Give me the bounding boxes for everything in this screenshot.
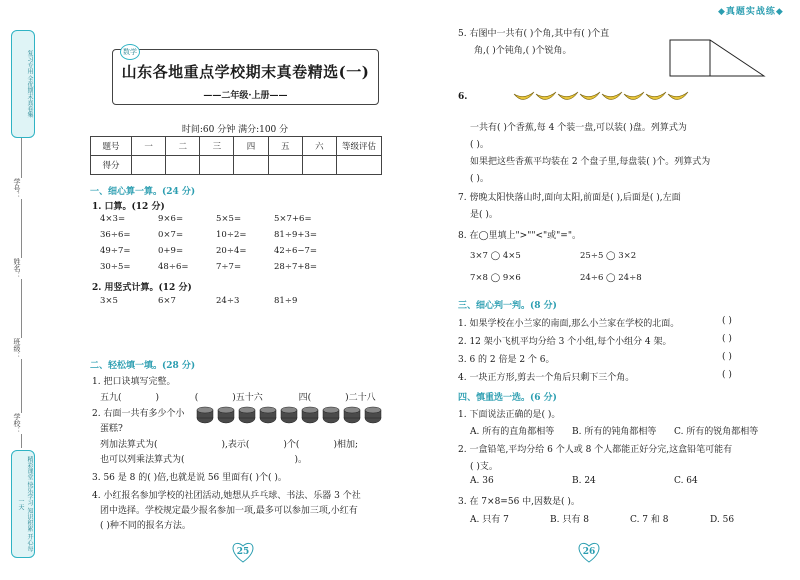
rhyme-text: 四(: [298, 393, 312, 403]
sidebar-top-tab: 复习专用 全优期末真卷集: [11, 30, 35, 138]
question-5-line2: 角,( )个钝角,( )个锐角。: [474, 46, 572, 56]
question-2-4-line2: 团中选择。学校规定最少报名参加一项,最多可以参加三项,小红有: [100, 506, 358, 516]
text: )相加;: [333, 440, 358, 450]
score-header-cell: 一: [132, 137, 166, 156]
text: 也可以列乘法算式为(: [100, 455, 185, 465]
choice-option[interactable]: B. 所有的钝角都相等: [572, 427, 657, 437]
oral-item: 7÷7=: [216, 262, 242, 272]
score-header-cell: 五: [268, 137, 302, 156]
student-id-field: 学号：: [13, 178, 21, 199]
score-cell[interactable]: [302, 156, 336, 175]
score-header-cell: 六: [302, 137, 336, 156]
score-cell[interactable]: [337, 156, 382, 175]
judge-answer-1[interactable]: ( ): [722, 316, 732, 326]
vertical-item: 6×7: [158, 296, 176, 306]
compare-grid: [470, 251, 642, 295]
choice-2: 2. 一盒铅笔,平均分给 6 个人或 8 个人都能正好分完,这盒铅笔可能有: [458, 445, 733, 455]
judge-answer-4[interactable]: ( ): [722, 370, 732, 380]
binding-sidebar: [8, 18, 36, 563]
page-number-left: 25: [236, 547, 250, 557]
oral-item: 9×6=: [158, 214, 184, 224]
oral-item: 20÷4=: [216, 246, 247, 256]
question-6-line4: ( )。: [470, 174, 489, 184]
time-score-info: 时间:60 分钟 满分:100 分: [181, 125, 289, 135]
practice-tag: ◆真题实战练◆: [718, 7, 784, 17]
oral-item: 0+9=: [158, 246, 184, 256]
question-6-line2: ( )。: [470, 140, 489, 150]
rhyme-text: )五十六: [232, 393, 263, 403]
question-2-4: 4. 小红报名参加学校的社团活动,她想从乒乓球、书法、乐器 3 个社: [92, 491, 361, 501]
exam-title: 山东各地重点学校期末真卷精选(一): [121, 63, 370, 81]
judge-item-2: 2. 12 架小飞机平均分给 3 个小组,每个小组分 4 架。: [458, 337, 672, 347]
judge-item-3: 3. 6 的 2 倍是 2 个 6。: [458, 355, 555, 365]
name-field: 姓名：: [13, 258, 21, 279]
question-7-line2: 是( )。: [470, 210, 498, 220]
question-2-2-multiplication: [100, 452, 307, 465]
compare-item: 3×7 ◯ 4×5: [470, 251, 521, 261]
section-2-heading: 二、轻松填一填。(28 分): [90, 361, 196, 371]
question-5: 5. 右图中一共有( )个角,其中有( )个直: [458, 29, 610, 39]
oral-item: 42÷6−7=: [274, 246, 317, 256]
question-8: 8. 在◯里填上">""<"或"="。: [458, 231, 581, 241]
compare-item: 7×8 ◯ 9×6: [470, 273, 521, 283]
question-2-1: 1. 把口诀填写完整。: [92, 377, 176, 387]
oral-item: 48÷6=: [158, 262, 189, 272]
choice-option[interactable]: B. 只有 8: [550, 515, 589, 525]
score-row-label: 得分: [91, 156, 132, 175]
section-3-heading: 三、细心判一判。(8 分): [458, 301, 557, 311]
question-1-1: 1. 口算。(12 分): [92, 202, 165, 212]
choice-option[interactable]: A. 所有的直角都相等: [470, 427, 555, 437]
rhyme-text: (: [194, 393, 199, 403]
trapezoid-figure: [668, 36, 768, 80]
choice-2-options: [470, 476, 698, 486]
choice-option[interactable]: C. 7 和 8: [630, 515, 669, 525]
page-number-right: 26: [582, 547, 596, 557]
question-2-3: 3. 56 是 8 的( )倍,也就是说 56 里面有( )个( )。: [92, 473, 287, 483]
choice-option[interactable]: C. 64: [674, 476, 698, 486]
text: )个(: [283, 440, 300, 450]
rhyme-text: 五九(: [100, 393, 122, 403]
question-1-2: 2. 用竖式计算。(12 分): [92, 283, 192, 293]
question-7: 7. 傍晚太阳快落山时,面向太阳,前面是( ),后面是( ),左面: [458, 193, 681, 203]
oral-item: 5×7+6=: [274, 214, 312, 224]
score-header-cell: 三: [200, 137, 234, 156]
score-header-cell: 等级评估: [337, 137, 382, 156]
section-1-heading: 一、细心算一算。(24 分): [90, 187, 196, 197]
choice-option[interactable]: A. 只有 7: [470, 515, 509, 525]
judge-item-4: 4. 一块正方形,剪去一个角后只剩下三个角。: [458, 373, 635, 383]
question-2-4-line3: ( )种不同的报名方法。: [100, 521, 191, 531]
oral-item: 0×7=: [158, 230, 184, 240]
oral-calc-grid: [100, 214, 370, 278]
question-6-line1: 一共有( )个香蕉,每 4 个装一盘,可以装( )盘。列算式为: [470, 123, 687, 133]
score-header-cell: 题号: [91, 137, 132, 156]
question-6: 6.: [458, 92, 468, 102]
choice-option[interactable]: C. 所有的锐角都相等: [674, 427, 759, 437]
oral-item: 4×3=: [100, 214, 126, 224]
vertical-item: 3×5: [100, 296, 118, 306]
score-header-cell: 四: [234, 137, 268, 156]
judge-answer-3[interactable]: ( ): [722, 352, 732, 362]
score-cell[interactable]: [234, 156, 268, 175]
oral-item: 36÷6=: [100, 230, 131, 240]
oral-item: 10÷2=: [216, 230, 247, 240]
judge-item-1: 1. 如果学校在小兰家的南面,那么小兰家在学校的北面。: [458, 319, 680, 329]
oral-item: 28÷7+8=: [274, 262, 317, 272]
class-field: 班级：: [13, 338, 21, 359]
choice-1-options: [470, 424, 758, 437]
judge-answer-2[interactable]: ( ): [722, 334, 732, 344]
school-field: 学校：: [13, 413, 21, 434]
score-cell[interactable]: [166, 156, 200, 175]
choice-3: 3. 在 7×8=56 中,因数是( )。: [458, 497, 580, 507]
score-table: [90, 136, 382, 175]
right-page: [400, 0, 800, 580]
sidebar-bottom-tab: 精彩课堂 快乐学习 知识积累 开心每一天: [11, 450, 35, 558]
vertical-calc-row: [100, 296, 370, 306]
oral-item: 49÷7=: [100, 246, 131, 256]
oral-item: 81÷9+3=: [274, 230, 317, 240]
compare-item: 24÷6 ◯ 24÷8: [580, 273, 642, 283]
bananas-illustration: [512, 88, 690, 106]
question-2-2-cont: 蛋糕?: [100, 424, 123, 434]
question-2-2-addition: [100, 437, 358, 450]
choice-2-line2: ( )支。: [470, 462, 498, 472]
text: 列加法算式为(: [100, 440, 158, 450]
choice-option[interactable]: A. 36: [470, 476, 494, 486]
text: )。: [294, 455, 308, 465]
section-4-heading: 四、慎重选一选。(6 分): [458, 393, 557, 403]
score-cell[interactable]: [200, 156, 234, 175]
question-2-2: 2. 右面一共有多少个小: [92, 409, 185, 419]
choice-3-options: [470, 512, 734, 525]
oral-item: 30÷5=: [100, 262, 131, 272]
vertical-item: 81÷9: [274, 296, 298, 306]
rhyme-text: )二十八: [345, 393, 376, 403]
score-cell[interactable]: [132, 156, 166, 175]
choice-1: 1. 下面说法正确的是( )。: [458, 410, 561, 420]
score-cell[interactable]: [268, 156, 302, 175]
oral-item: 5×5=: [216, 214, 242, 224]
text: ),表示(: [221, 440, 250, 450]
rhyme-text: ): [155, 393, 160, 403]
question-6-line3: 如果把这些香蕉平均装在 2 个盘子里,每盘装( )个。列算式为: [470, 157, 711, 167]
subject-badge: 数学: [120, 44, 140, 60]
choice-option[interactable]: B. 24: [572, 476, 596, 486]
vertical-item: 24÷3: [216, 296, 240, 306]
compare-item: 25÷5 ◯ 3×2: [580, 251, 637, 261]
cakes-illustration: [196, 402, 382, 426]
choice-option[interactable]: D. 56: [710, 515, 735, 525]
grade-label: ——二年级·上册——: [203, 91, 288, 101]
score-header-cell: 二: [166, 137, 200, 156]
